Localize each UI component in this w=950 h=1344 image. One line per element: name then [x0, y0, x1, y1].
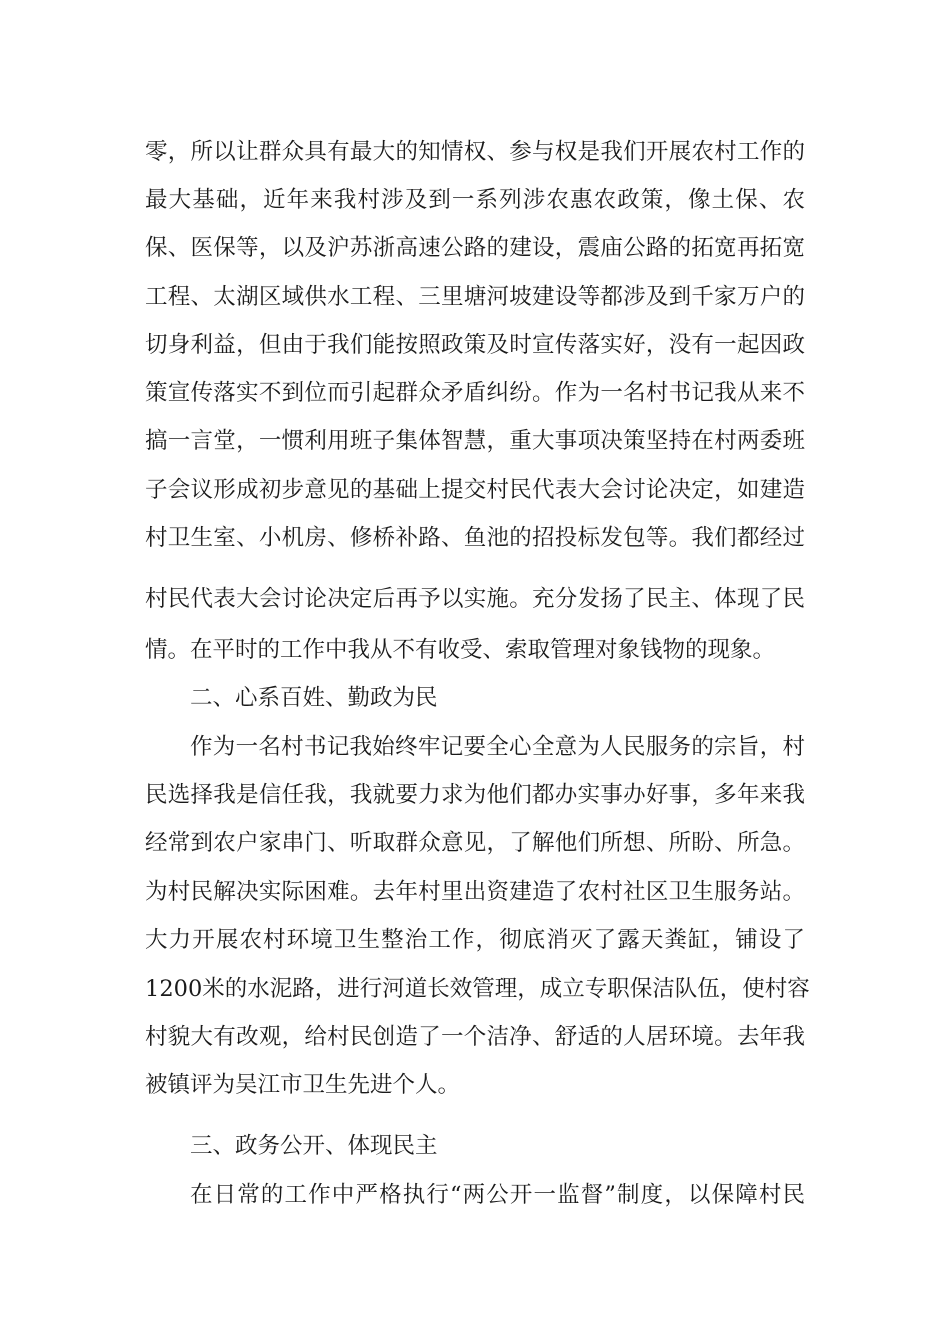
paragraph-first-line: 在日常的工作中严格执行“两公开一监督”制度，以保障村民	[190, 1182, 805, 1208]
body-text-line: 大力开展农村环境卫生整治工作，彻底消灭了露天粪缸，铺设了	[145, 927, 805, 953]
body-text-line: 零，所以让群众具有最大的知情权、参与权是我们开展农村工作的	[145, 139, 805, 165]
section-heading: 二、心系百姓、勤政为民	[190, 685, 438, 711]
body-text-line: 村民代表大会讨论决定后再予以实施。充分发扬了民主、体现了民	[145, 586, 805, 612]
paragraph-first-line: 作为一名村书记我始终牢记要全心全意为人民服务的宗旨，村	[190, 734, 805, 760]
body-text-line: 民选择我是信任我，我就要力求为他们都办实事办好事，多年来我	[145, 782, 805, 808]
body-text-line: 为村民解决实际困难。去年村里出资建造了农村社区卫生服务站。	[145, 879, 805, 905]
body-text-line: 工程、太湖区域供水工程、三里塘河坡建设等都涉及到千家万户的	[145, 284, 805, 310]
body-text-line: 村貌大有改观，给村民创造了一个洁净、舒适的人居环境。去年我	[145, 1024, 805, 1050]
body-text-line: 情。在平时的工作中我从不有收受、索取管理对象钱物的现象。	[145, 637, 776, 663]
body-text-line: 村卫生室、小机房、修桥补路、鱼池的招投标发包等。我们都经过	[145, 525, 805, 551]
body-text-line: 子会议形成初步意见的基础上提交村民代表大会讨论决定，如建造	[145, 477, 805, 503]
body-text-line: 搞一言堂，一惯利用班子集体智慧，重大事项决策坚持在村两委班	[145, 428, 805, 454]
body-text-line: 切身利益，但由于我们能按照政策及时宣传落实好，没有一起因政	[145, 332, 805, 358]
body-text-line: 策宣传落实不到位而引起群众矛盾纠纷。作为一名村书记我从来不	[145, 380, 805, 406]
body-text-line: 经常到农户家串门、听取群众意见，了解他们所想、所盼、所急。	[145, 830, 805, 856]
body-text-line: 被镇评为吴江市卫生先进个人。	[145, 1072, 461, 1098]
body-text-line: 1200米的水泥路，进行河道长效管理，成立专职保洁队伍，使村容	[145, 976, 810, 1002]
body-text-line: 保、医保等，以及沪苏浙高速公路的建设，震庙公路的拓宽再拓宽	[145, 235, 805, 261]
body-text-line: 最大基础，近年来我村涉及到一系列涉农惠农政策，像土保、农	[145, 187, 805, 213]
section-heading: 三、政务公开、体现民主	[190, 1133, 438, 1159]
